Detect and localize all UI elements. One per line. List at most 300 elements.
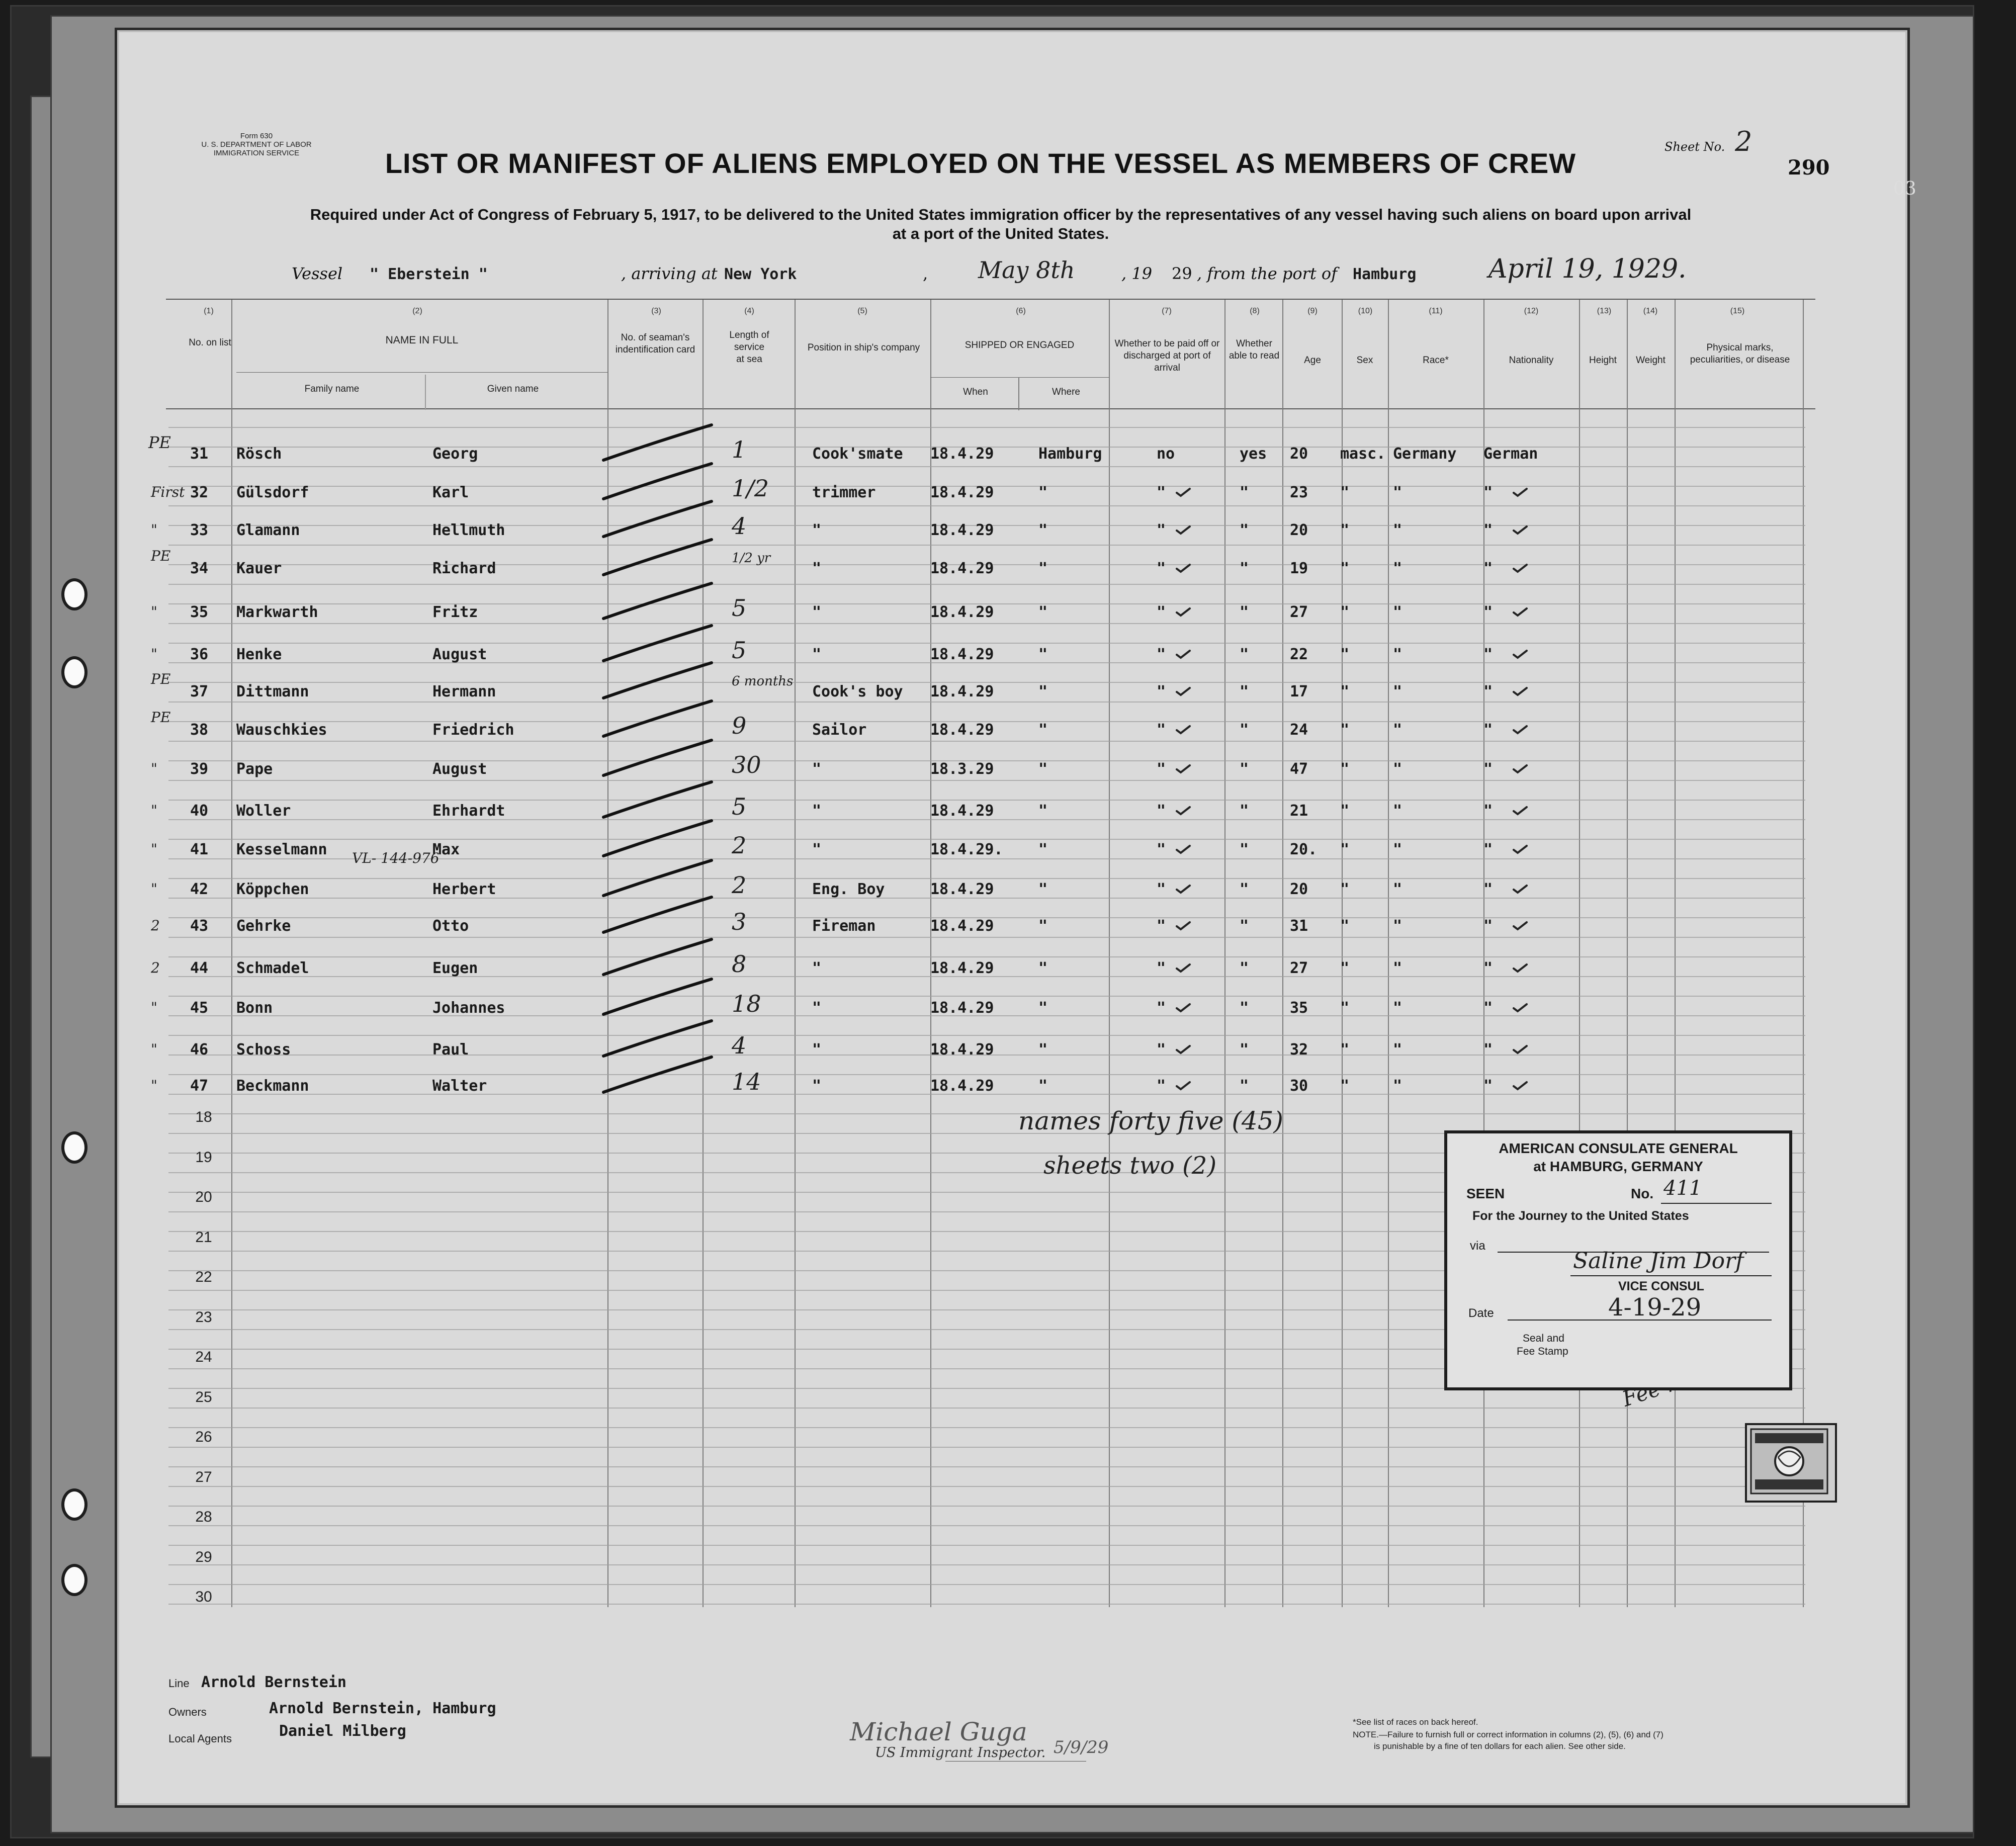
empty-row-number: 26 xyxy=(195,1429,212,1445)
cell-paid: " xyxy=(1157,802,1166,820)
cell-race: " xyxy=(1393,683,1403,700)
cell-no: 38 xyxy=(190,721,209,739)
cell-when: 18.4.29 xyxy=(930,683,994,700)
cell-paid: " xyxy=(1157,881,1166,898)
cell-read: yes xyxy=(1240,445,1267,463)
cell-read: " xyxy=(1240,646,1249,663)
cell-read: " xyxy=(1240,999,1249,1017)
header-physical-marks: Physical marks, peculiarities, or disease xyxy=(1690,342,1790,365)
header-sex: Sex xyxy=(1356,355,1373,366)
empty-row-number: 25 xyxy=(195,1388,212,1405)
header-family-name: Family name xyxy=(304,384,360,394)
check-tick xyxy=(1514,807,1527,814)
cell-when: 18.4.29 xyxy=(930,646,994,663)
cell-age: 21 xyxy=(1290,802,1308,820)
empty-row-number: 23 xyxy=(195,1308,212,1326)
cell-given: Otto xyxy=(432,917,469,935)
cell-service: 2 xyxy=(732,871,747,899)
col-num-2: (2) xyxy=(412,307,422,315)
header-position: Position in ship's company xyxy=(807,342,920,353)
cell-age: 27 xyxy=(1290,959,1308,977)
cell-paid: " xyxy=(1157,683,1166,700)
cell-race: " xyxy=(1393,646,1403,663)
cell-when: 18.4.29 xyxy=(930,1041,994,1059)
cell-read: " xyxy=(1240,603,1249,621)
departure-port: Hamburg xyxy=(1353,266,1417,283)
cell-race: " xyxy=(1393,1041,1403,1059)
cell-age: 30 xyxy=(1290,1077,1308,1095)
cell-where: " xyxy=(1038,721,1048,739)
footer-agents-label: Local Agents xyxy=(168,1732,232,1745)
cell-given: Paul xyxy=(432,1041,469,1059)
inspector-date: 5/9/29 xyxy=(1054,1737,1109,1757)
cell-nationality: " xyxy=(1483,917,1493,935)
cell-read: " xyxy=(1240,484,1249,501)
cell-service: 9 xyxy=(732,712,747,739)
header-age: Age xyxy=(1304,355,1321,366)
cell-nationality: German xyxy=(1483,445,1538,463)
cell-sex: " xyxy=(1340,646,1350,663)
cell-sex: " xyxy=(1340,999,1350,1017)
header-given-name: Given name xyxy=(487,384,539,394)
cell-where: " xyxy=(1038,484,1048,501)
empty-row-number: 30 xyxy=(195,1589,212,1605)
cell-given: Walter xyxy=(432,1077,487,1095)
cell-position: " xyxy=(812,959,822,977)
col-num-15: (15) xyxy=(1730,307,1745,315)
cell-age: 20 xyxy=(1290,445,1308,463)
header-height: Height xyxy=(1589,355,1617,366)
cell-given: Georg xyxy=(432,445,478,463)
cell-race: " xyxy=(1393,999,1403,1017)
cell-where: " xyxy=(1038,802,1048,820)
cell-where: " xyxy=(1038,917,1048,935)
cell-age: 17 xyxy=(1290,683,1308,700)
stamp-consul-signature: Saline Jim Dorf xyxy=(1573,1248,1744,1274)
cell-family: Bonn xyxy=(236,999,273,1017)
inspector-label: US Immigrant Inspector. xyxy=(875,1745,1046,1761)
cell-position: " xyxy=(812,999,822,1017)
cell-age: 32 xyxy=(1290,1041,1308,1059)
cell-given: Karl xyxy=(432,484,469,501)
vl-number-note: VL- 144-976 xyxy=(352,850,440,866)
stamp-no-value: 411 xyxy=(1663,1177,1702,1200)
cell-position: Cook's boy xyxy=(812,683,903,700)
cell-when: 18.4.29 xyxy=(930,521,994,539)
cell-position: Sailor xyxy=(812,721,867,739)
col-num-1: (1) xyxy=(204,307,214,315)
cell-no: 47 xyxy=(190,1077,209,1095)
cell-when: 18.4.29 xyxy=(930,484,994,501)
stamp-no-rule xyxy=(1661,1203,1772,1204)
margin-note: 2 xyxy=(151,959,160,976)
check-tick xyxy=(1514,1046,1527,1053)
cell-family: Kauer xyxy=(236,560,282,577)
id-card-slash xyxy=(603,897,712,932)
header-able-read: Whether able to read xyxy=(1229,338,1280,361)
cell-given: Friedrich xyxy=(432,721,514,739)
empty-row-number: 22 xyxy=(195,1269,212,1285)
cell-family: Schoss xyxy=(236,1041,291,1059)
cell-where: " xyxy=(1038,560,1048,577)
comma: , xyxy=(923,264,928,283)
cell-given: Max xyxy=(432,841,460,858)
margin-note: First xyxy=(151,484,185,500)
cell-where: " xyxy=(1038,683,1048,700)
cell-nationality: " xyxy=(1483,521,1493,539)
cell-where: " xyxy=(1038,959,1048,977)
id-card-slash xyxy=(603,663,712,698)
cell-nationality: " xyxy=(1483,683,1493,700)
year-value: 29 xyxy=(1172,264,1192,283)
cell-when: 18.3.29 xyxy=(930,760,994,778)
empty-row-number: 28 xyxy=(195,1509,212,1525)
cell-sex: " xyxy=(1340,917,1350,935)
footer-note-2: is punishable by a fine of ten dollars for each alien. See other side. xyxy=(1374,1741,1626,1751)
cell-age: 20. xyxy=(1290,841,1318,858)
cell-where: " xyxy=(1038,646,1048,663)
cell-race: " xyxy=(1393,917,1403,935)
check-tick xyxy=(1177,565,1190,572)
empty-row-number: 21 xyxy=(195,1228,212,1246)
cell-family: Gülsdorf xyxy=(236,484,309,501)
col-num-14: (14) xyxy=(1643,307,1658,315)
cell-race: " xyxy=(1393,521,1403,539)
cell-where: " xyxy=(1038,841,1048,858)
cell-given: Hermann xyxy=(432,683,496,700)
cell-family: Rösch xyxy=(236,445,282,463)
cell-position: " xyxy=(812,521,822,539)
cell-no: 31 xyxy=(190,445,209,463)
page-title: LIST OR MANIFEST OF ALIENS EMPLOYED ON THE VESSEL AS MEMBERS OF CREW xyxy=(385,147,1576,179)
check-tick xyxy=(1514,922,1527,929)
cell-nationality: " xyxy=(1483,646,1493,663)
cell-race: " xyxy=(1393,802,1403,820)
check-tick xyxy=(1177,886,1190,893)
check-tick xyxy=(1177,807,1190,814)
id-card-slash xyxy=(603,501,712,537)
stamp-line-1: AMERICAN CONSULATE GENERAL xyxy=(1499,1140,1738,1156)
cell-race: " xyxy=(1393,603,1403,621)
cell-when: 18.4.29 xyxy=(930,802,994,820)
service-name: IMMIGRATION SERVICE xyxy=(213,149,300,157)
header-race: Race* xyxy=(1423,355,1449,366)
cell-sex: " xyxy=(1340,841,1350,858)
cell-race: " xyxy=(1393,959,1403,977)
inspector-signature: Michael Guga xyxy=(850,1717,1027,1746)
check-tick xyxy=(1514,489,1527,496)
empty-row-number: 18 xyxy=(195,1109,212,1125)
cell-read: " xyxy=(1240,959,1249,977)
check-tick xyxy=(1514,726,1527,733)
id-card-slash xyxy=(603,425,712,460)
vessel-name: " Eberstein " xyxy=(370,266,488,283)
cell-paid: " xyxy=(1157,1077,1166,1095)
cell-family: Henke xyxy=(236,646,282,663)
header-where: Where xyxy=(1052,387,1080,397)
cell-service: 2 xyxy=(732,832,747,859)
cell-when: 18.4.29 xyxy=(930,603,994,621)
header-paid-off: Whether to be paid off or discharged at port of arrival xyxy=(1114,338,1220,373)
cell-age: 47 xyxy=(1290,760,1308,778)
footer-note-1: NOTE.—Failure to furnish full or correct information in columns (2), (5), (6) and (7) xyxy=(1353,1730,1663,1739)
check-tick xyxy=(1514,688,1527,695)
cell-service: 5 xyxy=(732,637,747,664)
footer-line-value: Arnold Bernstein xyxy=(201,1674,346,1691)
fee-stamp-graphic xyxy=(1747,1425,1835,1501)
cell-position: Cook'smate xyxy=(812,445,903,463)
cell-position: " xyxy=(812,646,822,663)
cell-position: " xyxy=(812,1077,822,1095)
check-tick xyxy=(1177,964,1190,972)
check-tick xyxy=(1514,765,1527,772)
cell-paid: " xyxy=(1157,721,1166,739)
department-name: U. S. DEPARTMENT OF LABOR xyxy=(201,140,312,149)
margin-note: PE xyxy=(151,709,171,726)
margin-note: " xyxy=(151,999,157,1016)
cell-family: Wauschkies xyxy=(236,721,327,739)
cell-nationality: " xyxy=(1483,802,1493,820)
cell-when: 18.4.29. xyxy=(930,841,1003,858)
check-tick xyxy=(1177,846,1190,853)
cell-sex: " xyxy=(1340,521,1350,539)
footer-owners-value: Arnold Bernstein, Hamburg xyxy=(269,1700,496,1717)
stamp-signature-rule xyxy=(1570,1275,1772,1276)
consulate-stamp xyxy=(1444,1130,1792,1390)
cell-nationality: " xyxy=(1483,881,1493,898)
cell-no: 39 xyxy=(190,760,209,778)
cell-service: 14 xyxy=(732,1068,761,1095)
cell-paid: " xyxy=(1157,603,1166,621)
stamp-seen: SEEN xyxy=(1466,1186,1505,1201)
stamp-seal-2: Fee Stamp xyxy=(1517,1346,1568,1357)
cell-position: " xyxy=(812,760,822,778)
cell-family: Dittmann xyxy=(236,683,309,700)
cell-no: 44 xyxy=(190,959,209,977)
stamp-no-label: No. xyxy=(1631,1186,1654,1201)
header-nationality: Nationality xyxy=(1509,355,1554,366)
cell-paid: " xyxy=(1157,646,1166,663)
cell-age: 20 xyxy=(1290,521,1308,539)
cell-read: " xyxy=(1240,721,1249,739)
cell-nationality: " xyxy=(1483,760,1493,778)
cell-when: 18.4.29 xyxy=(930,959,994,977)
col-num-7: (7) xyxy=(1162,307,1172,315)
cell-age: 23 xyxy=(1290,484,1308,501)
cell-position: trimmer xyxy=(812,484,876,501)
cell-no: 43 xyxy=(190,917,209,935)
check-tick xyxy=(1514,608,1527,616)
cell-service: 4 xyxy=(732,1032,747,1059)
id-card-slash xyxy=(603,701,712,736)
cell-where: " xyxy=(1038,1041,1048,1059)
cell-given: Johannes xyxy=(432,999,505,1017)
col-num-6: (6) xyxy=(1016,307,1026,315)
cell-family: Gehrke xyxy=(236,917,291,935)
from-label: , from the port of xyxy=(1197,264,1338,283)
cell-family: Beckmann xyxy=(236,1077,309,1095)
cell-age: 27 xyxy=(1290,603,1308,621)
cell-service: 1/2 yr xyxy=(732,551,771,566)
check-tick xyxy=(1514,846,1527,853)
stamp-date-value: 4-19-29 xyxy=(1608,1293,1702,1322)
cell-position: Fireman xyxy=(812,917,876,935)
cell-read: " xyxy=(1240,683,1249,700)
cell-no: 33 xyxy=(190,521,209,539)
cell-where: " xyxy=(1038,603,1048,621)
header-when: When xyxy=(963,387,988,397)
header-shipped: SHIPPED OR ENGAGED xyxy=(965,340,1075,350)
cell-position: " xyxy=(812,603,822,621)
stamp-line-2: at HAMBURG, GERMANY xyxy=(1533,1159,1703,1174)
col-num-13: (13) xyxy=(1597,307,1612,315)
check-tick xyxy=(1514,565,1527,572)
names-count-note: names forty five (45) xyxy=(1018,1106,1284,1135)
id-card-slash xyxy=(603,464,712,499)
id-card-slash xyxy=(603,1021,712,1056)
empty-row-number: 20 xyxy=(195,1189,212,1205)
cell-nationality: " xyxy=(1483,560,1493,577)
cell-paid: " xyxy=(1157,841,1166,858)
cell-no: 34 xyxy=(190,560,209,577)
cell-family: Schmadel xyxy=(236,959,309,977)
cell-sex: " xyxy=(1340,484,1350,501)
footer-races-note: *See list of races on back hereof. xyxy=(1353,1717,1478,1727)
cell-age: 31 xyxy=(1290,917,1308,935)
cell-given: Hellmuth xyxy=(432,521,505,539)
cell-nationality: " xyxy=(1483,959,1493,977)
departure-date: April 19, 1929. xyxy=(1488,254,1687,284)
cell-sex: " xyxy=(1340,560,1350,577)
cell-sex: " xyxy=(1340,1077,1350,1095)
cell-no: 40 xyxy=(190,802,209,820)
cell-service: 5 xyxy=(732,594,747,622)
cell-given: Richard xyxy=(432,560,496,577)
cell-no: 42 xyxy=(190,881,209,898)
cell-nationality: " xyxy=(1483,1041,1493,1059)
cell-nationality: " xyxy=(1483,1077,1493,1095)
cell-no: 35 xyxy=(190,603,209,621)
margin-note: 2 xyxy=(151,917,160,934)
header-name-in-full: NAME IN FULL xyxy=(385,334,459,346)
check-tick xyxy=(1177,489,1190,496)
margin-note: PE xyxy=(148,433,171,452)
check-tick xyxy=(1177,651,1190,658)
cell-where: " xyxy=(1038,521,1048,539)
cell-family: Köppchen xyxy=(236,881,309,898)
cell-sex: " xyxy=(1340,683,1350,700)
stamp-seal-1: Seal and xyxy=(1523,1333,1564,1344)
margin-note: " xyxy=(151,1077,157,1094)
cell-given: Fritz xyxy=(432,603,478,621)
year-label: , 19 xyxy=(1121,264,1153,283)
sheets-count-note: sheets two (2) xyxy=(1043,1152,1217,1180)
stamp-vice-consul: VICE CONSUL xyxy=(1618,1279,1704,1293)
cell-nationality: " xyxy=(1483,721,1493,739)
cell-family: Glamann xyxy=(236,521,300,539)
cell-family: Pape xyxy=(236,760,273,778)
col-num-8: (8) xyxy=(1250,307,1260,315)
cell-read: " xyxy=(1240,760,1249,778)
cell-paid: " xyxy=(1157,999,1166,1017)
check-tick xyxy=(1514,526,1527,534)
id-card-slash xyxy=(603,583,712,619)
cell-given: Eugen xyxy=(432,959,478,977)
cell-service: 5 xyxy=(732,793,747,820)
cell-no: 46 xyxy=(190,1041,209,1059)
cell-no: 32 xyxy=(190,484,209,501)
id-card-slash xyxy=(603,860,712,896)
empty-row-number: 29 xyxy=(195,1548,212,1565)
margin-note: " xyxy=(151,603,157,620)
margin-note: PE xyxy=(151,671,171,687)
cell-no: 41 xyxy=(190,841,209,858)
fee-revenue-stamp xyxy=(1745,1423,1837,1503)
cell-age: 22 xyxy=(1290,646,1308,663)
cell-read: " xyxy=(1240,841,1249,858)
cell-read: " xyxy=(1240,1041,1249,1059)
subtitle-line-1: Required under Act of Congress of February 5, 1917, to be delivered to the United States immigration officer by the representatives of any vessel having such aliens on board upon arrival xyxy=(310,206,1692,223)
cell-given: Ehrhardt xyxy=(432,802,505,820)
check-tick xyxy=(1514,964,1527,972)
cell-paid: no xyxy=(1157,445,1175,463)
cell-race: " xyxy=(1393,1077,1403,1095)
cell-read: " xyxy=(1240,881,1249,898)
header-service-length: Length of service at sea xyxy=(729,330,769,365)
cell-service: 4 xyxy=(732,512,747,540)
cell-service: 30 xyxy=(732,751,761,778)
stamp-journey: For the Journey to the United States xyxy=(1472,1209,1689,1223)
margin-note: " xyxy=(151,841,157,857)
cell-read: " xyxy=(1240,521,1249,539)
check-tick xyxy=(1514,886,1527,893)
check-tick xyxy=(1514,651,1527,658)
check-tick xyxy=(1514,1004,1527,1011)
check-tick xyxy=(1177,765,1190,772)
col-num-11: (11) xyxy=(1429,307,1443,315)
cell-where: " xyxy=(1038,881,1048,898)
cell-sex: " xyxy=(1340,721,1350,739)
cell-service: 3 xyxy=(732,908,747,935)
empty-row-number: 19 xyxy=(195,1149,212,1166)
id-card-slash xyxy=(603,782,712,817)
col-num-4: (4) xyxy=(744,307,754,315)
cell-where: Hamburg xyxy=(1038,445,1102,463)
cell-age: 24 xyxy=(1290,721,1308,739)
id-card-slash xyxy=(603,821,712,856)
check-tick xyxy=(1177,1046,1190,1053)
cell-read: " xyxy=(1240,1077,1249,1095)
cell-race: " xyxy=(1393,484,1403,501)
check-tick xyxy=(1177,726,1190,733)
cell-nationality: " xyxy=(1483,999,1493,1017)
cell-age: 35 xyxy=(1290,999,1308,1017)
cell-when: 18.4.29 xyxy=(930,881,994,898)
arrival-date: May 8th xyxy=(978,256,1075,284)
cell-paid: " xyxy=(1157,760,1166,778)
cell-where: " xyxy=(1038,760,1048,778)
col-num-5: (5) xyxy=(857,307,867,315)
cell-sex: masc. xyxy=(1340,445,1386,463)
stamp-via: via xyxy=(1470,1239,1485,1253)
inspector-rule xyxy=(945,1761,1086,1762)
cell-position: " xyxy=(812,1041,822,1059)
cell-paid: " xyxy=(1157,560,1166,577)
margin-note: " xyxy=(151,646,157,662)
header-no-on-list: No. on list xyxy=(189,337,231,348)
cell-family: Kesselmann xyxy=(236,841,327,858)
check-tick xyxy=(1177,922,1190,929)
